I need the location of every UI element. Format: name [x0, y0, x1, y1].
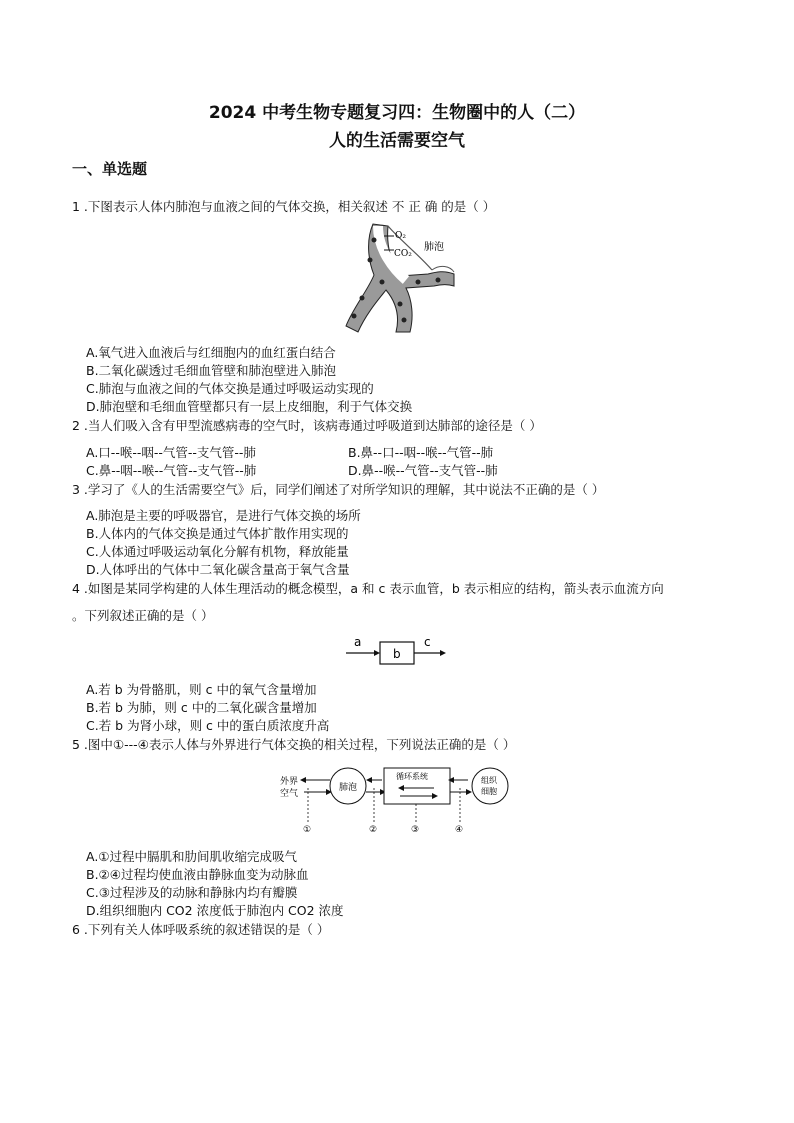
question-1-stem: 1 .下图表示人体内肺泡与血液之间的气体交换，相关叙述 不 正 确 的是（ ） [72, 199, 496, 214]
q3-option-d: D.人体呼出的气体中二氧化碳含量高于氧气含量 [86, 562, 350, 577]
process-3-label: ③ [411, 825, 420, 835]
question-4-stem-line-1: 4 .如图是某同学构建的人体生理活动的概念模型，a 和 c 表示血管，b 表示相应的结构，箭头表示血流方向 [72, 581, 664, 596]
q4-option-c: C.若 b 为肾小球，则 c 中的蛋白质浓度升高 [86, 718, 330, 733]
co2-label: CO₂ [394, 249, 412, 259]
alveolus-label: 肺泡 [424, 242, 444, 253]
alveolus-node-label: 肺泡 [339, 783, 358, 793]
o2-label: O₂ [395, 231, 406, 241]
outside-air-label-2: 空气 [280, 789, 299, 799]
gas-exchange-process-figure [276, 764, 516, 836]
title-line-2: 人的生活需要空气 [329, 131, 465, 151]
alveolus-blood-exchange-figure [338, 220, 468, 336]
q3-option-a: A.肺泡是主要的呼吸器官，是进行气体交换的场所 [86, 508, 361, 523]
question-6-stem: 6 .下列有关人体呼吸系统的叙述错误的是（ ） [72, 922, 330, 937]
outside-air-label-1: 外界 [280, 777, 299, 787]
q4-option-b: B.若 b 为肺，则 c 中的二氧化碳含量增加 [86, 700, 317, 715]
tissue-cell-label-1: 组织 [481, 776, 497, 785]
q3-option-b: B.人体内的气体交换是通过气体扩散作用实现的 [86, 526, 349, 541]
section-heading: 一、单选题 [72, 160, 148, 178]
question-3-stem: 3 .学习了《人的生活需要空气》后，同学们阐述了对所学知识的理解，其中说法不正确的是（ ） [72, 482, 605, 497]
vessel-a-label: a [354, 635, 362, 649]
q1-option-d: D.肺泡壁和毛细血管壁都只有一层上皮细胞，利于气体交换 [86, 399, 413, 414]
q1-option-a: A.氧气进入血液后与红细胞内的血红蛋白结合 [86, 345, 336, 360]
structure-b-label: b [393, 647, 401, 661]
q1-option-c: C.肺泡与血液之间的气体交换是通过呼吸运动实现的 [86, 381, 374, 396]
question-5-stem: 5 .图中①---④表示人体与外界进行气体交换的相关过程，下列说法正确的是（ ） [72, 737, 516, 752]
q5-option-d: D.组织细胞内 CO2 浓度低于肺泡内 CO2 浓度 [86, 903, 344, 918]
q5-option-b: B.②④过程均使血液由静脉血变为动脉血 [86, 867, 309, 882]
q5-option-c: C.③过程涉及的动脉和静脉内均有瓣膜 [86, 885, 298, 900]
q3-option-c: C.人体通过呼吸运动氧化分解有机物，释放能量 [86, 544, 349, 559]
concept-model-figure [340, 632, 452, 666]
q2-option-d: D.鼻--喉--气管--支气管--肺 [348, 463, 498, 478]
tissue-cell-label-2: 细胞 [481, 787, 497, 796]
process-4-label: ④ [455, 825, 464, 835]
question-4-stem-line-2: 。下列叙述正确的是（ ） [72, 608, 214, 623]
q1-option-b: B.二氧化碳透过毛细血管壁和肺泡壁进入肺泡 [86, 363, 337, 378]
vessel-c-label: c [424, 635, 431, 649]
q2-option-b: B.鼻--口--咽--喉--气管--肺 [348, 445, 494, 460]
q2-option-c: C.鼻--咽--喉--气管--支气管--肺 [86, 463, 257, 478]
q2-option-a: A.口--喉--咽--气管--支气管--肺 [86, 445, 256, 460]
process-2-label: ② [369, 825, 378, 835]
q5-option-a: A.①过程中膈肌和肋间肌收缩完成吸气 [86, 849, 298, 864]
question-2-stem: 2 .当人们吸入含有甲型流感病毒的空气时，该病毒通过呼吸道到达肺部的途径是（ ） [72, 418, 542, 433]
q4-option-a: A.若 b 为骨骼肌，则 c 中的氧气含量增加 [86, 682, 317, 697]
circulation-system-label: 循环系统 [396, 772, 428, 781]
process-1-label: ① [303, 825, 312, 835]
title-line-1: 2024 中考生物专题复习四：生物圈中的人（二） [208, 103, 586, 123]
